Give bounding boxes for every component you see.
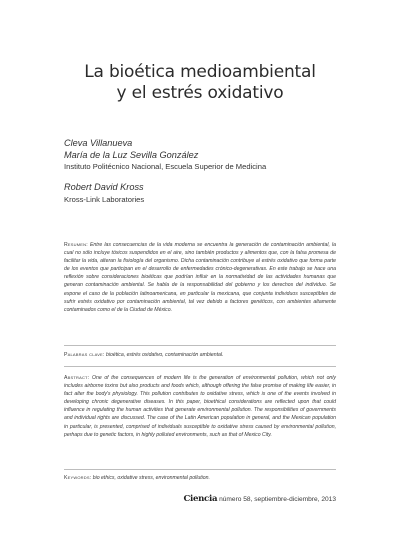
author-group-1 — [64, 138, 354, 172]
author-affiliation: Kross-Link Laboratories — [64, 194, 145, 204]
resumen-label: Resumen: — [64, 242, 88, 248]
section-divider — [64, 366, 336, 367]
title-line-1: La bioética medioambiental — [84, 62, 316, 82]
issue-info: número 58, septiembre-diciembre, 2013 — [219, 496, 336, 503]
palabras-clave-label: Palabras clave: — [64, 352, 105, 358]
abstract-paragraph — [64, 374, 336, 439]
resumen-paragraph — [64, 241, 336, 314]
title-line-2: y el estrés oxidativo — [116, 83, 284, 103]
author-group-2 — [64, 182, 354, 205]
palabras-clave-text: bioética, estrés oxidativo, contaminación ambiental. — [106, 352, 224, 358]
author-name: Cleva Villanueva — [64, 138, 133, 148]
author-affiliation: Instituto Politécnico Nacional, Escuela Superior de Medicina — [64, 162, 267, 171]
palabras-clave-line — [64, 351, 336, 359]
section-divider — [64, 345, 336, 346]
author-name: María de la Luz Sevilla González — [64, 149, 199, 160]
keywords-line — [64, 474, 336, 482]
resumen-text: Entre las consecuencias de la vida moderna se encuentra la generación de contaminación ambiental, la cual no sólo incluye tóxicos suspendidos en el aire, sino también productos y alimentos que, con la falsa promesa de facilitar la vida, alteran la fisiología del organismo. Dicha contaminación contribuye al estrés oxidativo que forma parte de los eventos que participan en el desarrollo de enfermedades crónico-degenerativas. En este trabajo se hace una reflexión sobre consideraciones bioéticas que podrían influir en la normatividad de las actividades humanas que generan contaminación ambiental. Se habla de la responsabilidad del gobierno y los derechos del individuo. Se expone el caso de la población latinoamericana, en particular la mexicana, que conjunta individuos susceptibles de sufrir estrés oxidativo por contaminación ambiental, tal vez debido a factores genéticos, con ambientes altamente contaminados como el de la Ciudad de México. — [64, 242, 336, 313]
section-divider — [64, 469, 336, 470]
author-name: Robert David Kross — [64, 182, 144, 192]
abstract-text: One of the consequences of modern life is the generation of environmental pollution, which not only includes airborne toxins but also products and foods which, although offering the false promise of making life easier, in fact alter the body's physiology. This pollution contributes to oxidative stress, which is one of the events involved in developing chronic degenerative diseases. In this paper, bioethical considerations are reflected upon that could influence in regulating the human activities that generate environmental pollution. The responsibilities of governments and individual rights are discussed. The case of the Latin American population in general, and the Mexican population in particular, is presented, comprised of individuals susceptible to oxidative stress caused by environmental pollution, perhaps due to genetic factors, in highly polluted environments, such as that of Mexico City. — [64, 375, 336, 438]
keywords-text: bio ethics, oxidative stress, environmental pollution. — [92, 475, 210, 481]
article-title — [0, 62, 400, 104]
keywords-label: Keywords: — [64, 475, 92, 481]
journal-logo: Ciencia — [183, 494, 218, 504]
abstract-label: Abstract: — [64, 375, 90, 381]
page-footer — [64, 494, 336, 504]
